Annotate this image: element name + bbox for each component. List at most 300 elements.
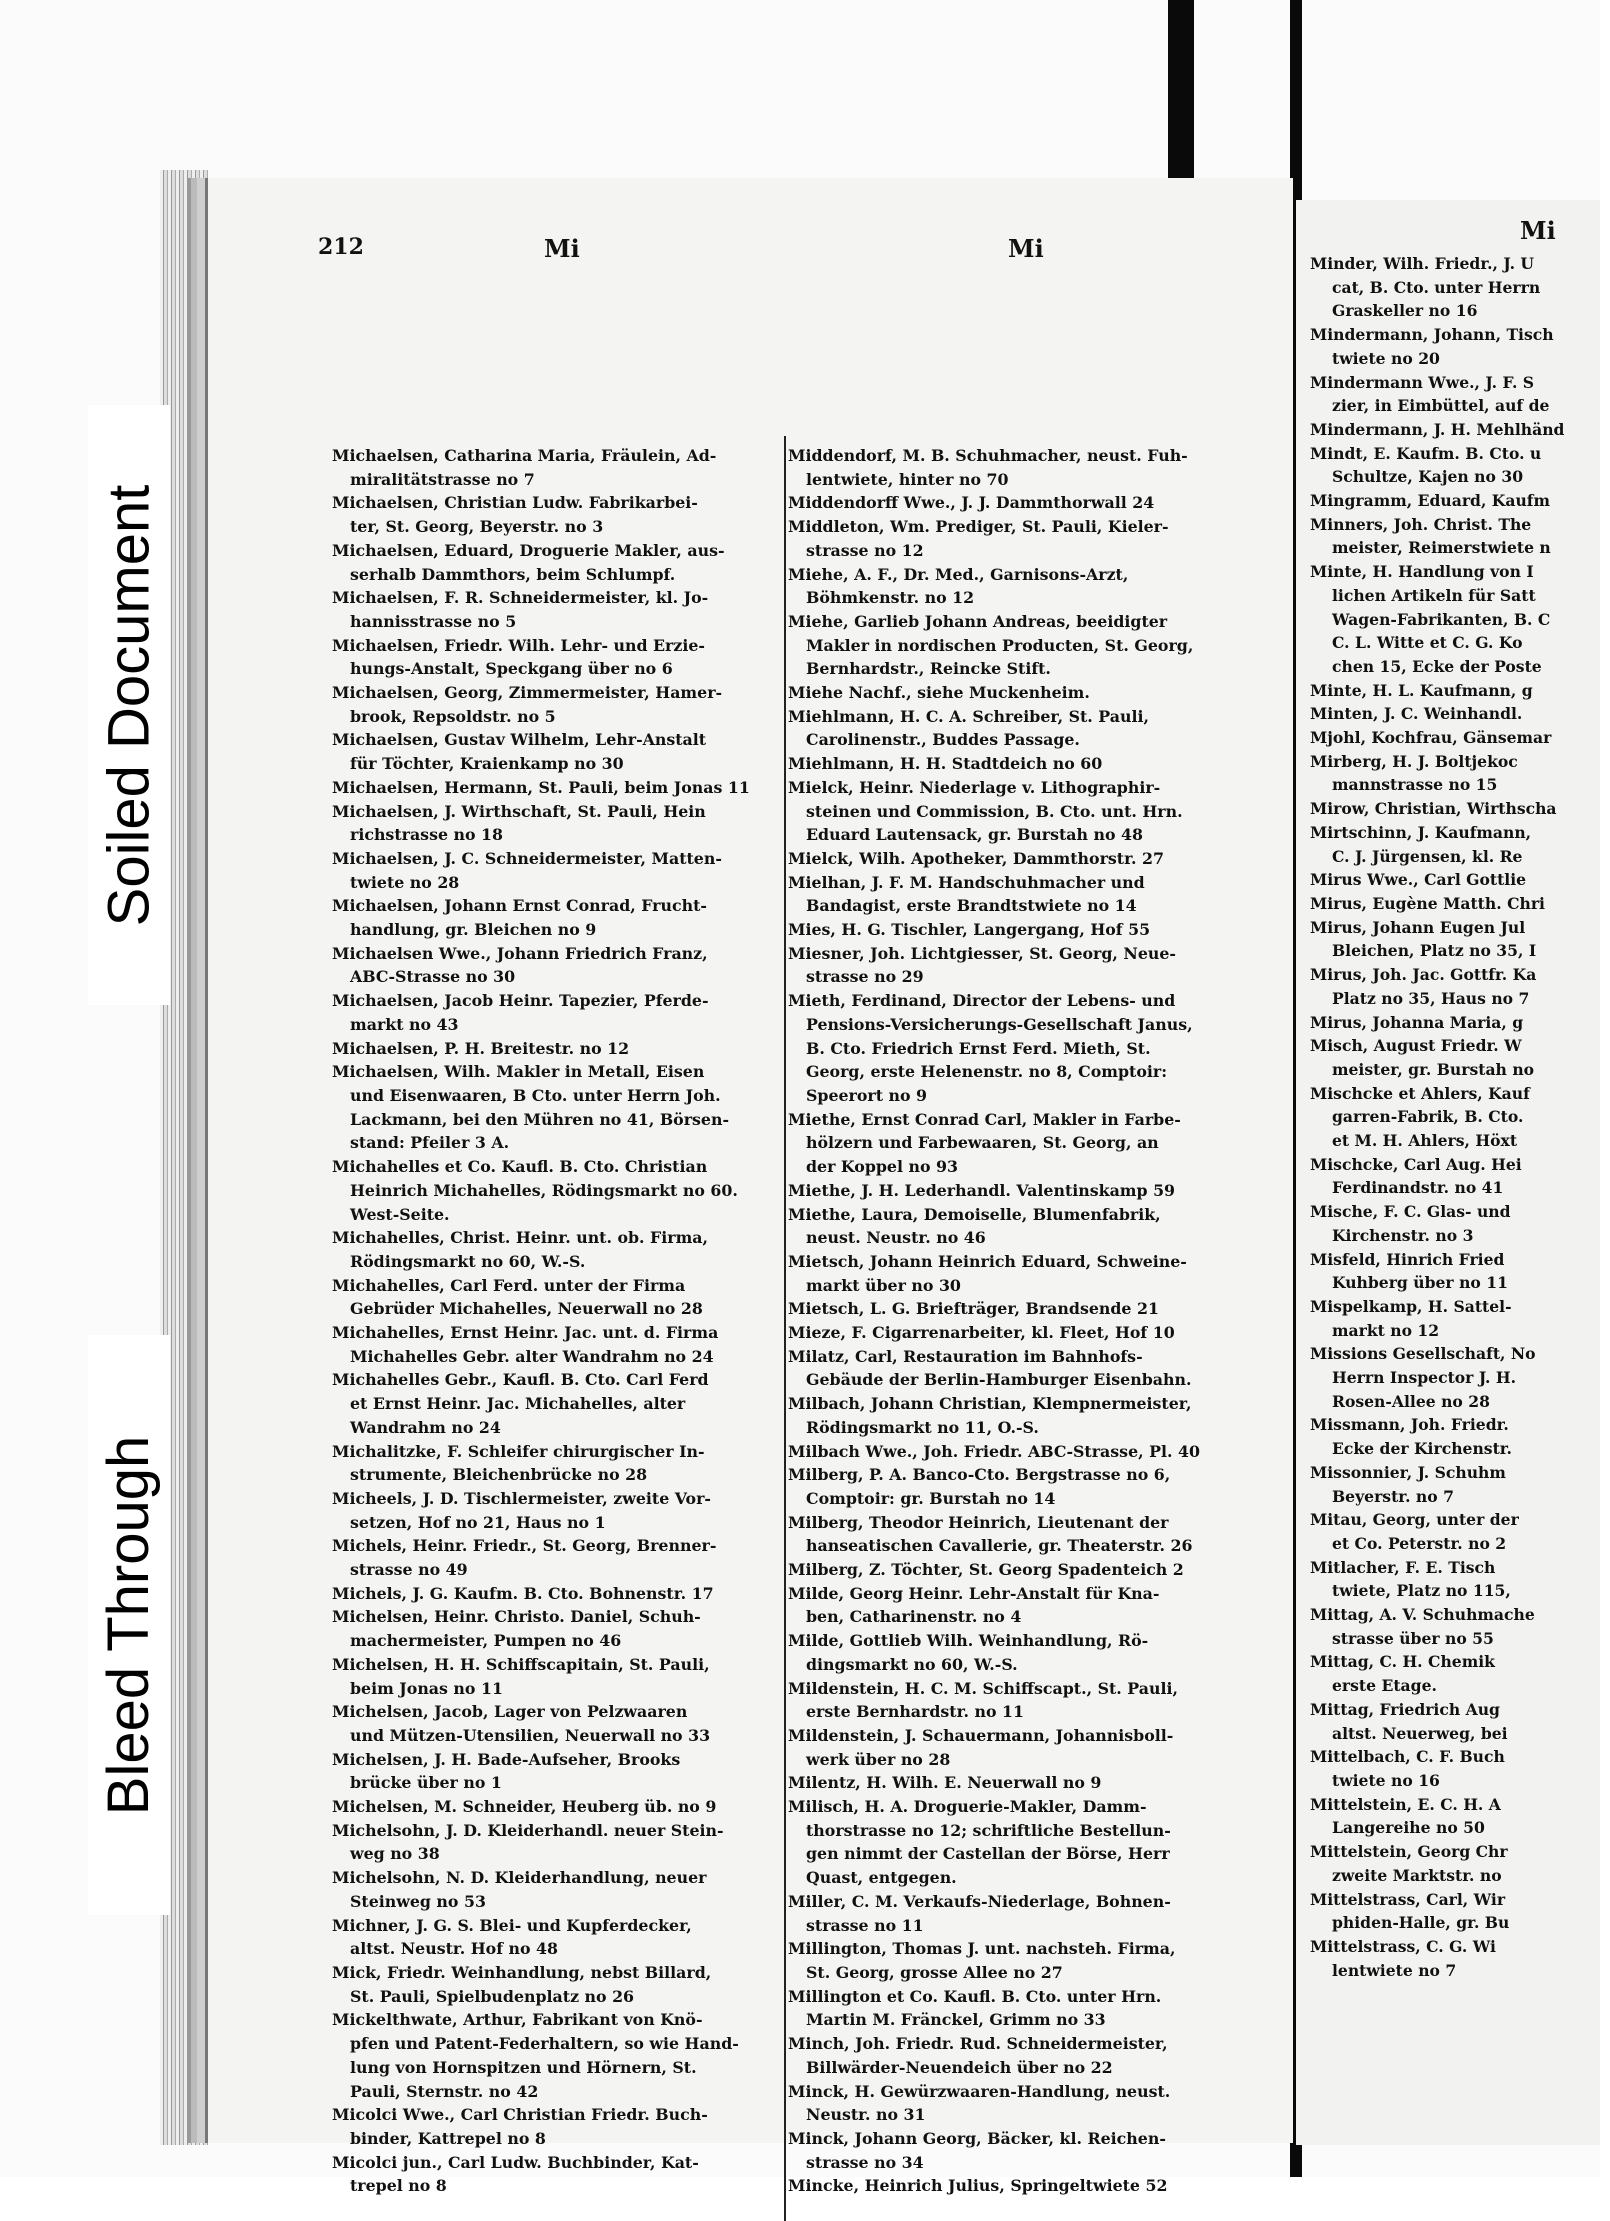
directory-entry (788, 918, 1247, 942)
entry-line: Michaelsen, Eduard, Droguerie Makler, aus- (332, 540, 725, 560)
bleed-through-label (88, 1335, 170, 1915)
entry-line: Bleichen, Platz no 35, I (1332, 941, 1537, 961)
entry-line: Misfeld, Hinrich Fried (1310, 1249, 1505, 1269)
directory-entry (788, 681, 1247, 705)
entry-line: Missmann, Joh. Friedr. (1310, 1415, 1509, 1435)
directory-entry (332, 776, 784, 800)
entry-line: lichen Artikeln für Satt (1332, 585, 1536, 605)
entry-line: Kuhberg über no 11 (1332, 1273, 1508, 1293)
entry-line: Mittelstrass, Carl, Wir (1310, 1889, 1506, 1909)
entry-line: Middendorff Wwe., J. J. Dammthorwall 24 (788, 493, 1155, 513)
entry-line: et Co. Peterstr. no 2 (1332, 1533, 1507, 1553)
entry-line: Minten, J. C. Weinhandl. (1310, 704, 1523, 724)
entry-line: gen nimmt der Castellan der Börse, Herr (806, 1844, 1170, 1864)
entry-line: Herrn Inspector J. H. (1332, 1368, 1517, 1388)
directory-entry (788, 871, 1247, 918)
directory-entry (332, 586, 784, 633)
entry-line: Ferdinandstr. no 41 (1332, 1178, 1504, 1198)
entry-line: Millington et Co. Kaufl. B. Cto. unter Hrn. (788, 1986, 1162, 2006)
directory-entry (788, 1724, 1247, 1771)
entry-line: Milentz, H. Wilh. E. Neuerwall no 9 (788, 1773, 1102, 1793)
entry-line: Michelsen, H. H. Schiffscapitain, St. Pauli, (332, 1654, 710, 1674)
directory-entry (788, 2032, 1247, 2079)
entry-line: Böhmkenstr. no 12 (806, 588, 975, 608)
directory-entry (788, 491, 1247, 515)
entry-line: Platz no 35, Haus no 7 (1332, 988, 1530, 1008)
directory-entry (332, 1819, 784, 1866)
directory-column-right (1310, 252, 1610, 1982)
entry-line: Michelsohn, J. D. Kleiderhandl. neuer Stein- (332, 1820, 724, 1840)
entry-line: Mieth, Ferdinand, Director der Lebens- und (788, 991, 1176, 1011)
entry-line: St. Georg, grosse Allee no 27 (806, 1963, 1063, 1982)
entry-line: Michner, J. G. S. Blei- und Kupferdecker, (332, 1915, 692, 1935)
entry-line: Gebrüder Michahelles, Neuerwall no 28 (350, 1299, 703, 1319)
entry-line: Mielhan, J. F. M. Handschuhmacher und (788, 872, 1145, 892)
entry-line: et M. H. Ahlers, Höxt (1332, 1131, 1518, 1151)
entry-line: Miehlmann, H. C. A. Schreiber, St. Pauli, (788, 706, 1149, 726)
entry-line: Minch, Joh. Friedr. Rud. Schneidermeister, (788, 2034, 1168, 2054)
entry-line: Mirus, Eugène Matth. Chri (1310, 893, 1545, 913)
entry-line: Mietsch, L. G. Briefträger, Brandsende 21 (788, 1299, 1159, 1319)
entry-line: Michelsen, M. Schneider, Heuberg üb. no 9 (332, 1797, 717, 1817)
entry-line: Mitlacher, F. E. Tisch (1310, 1557, 1496, 1577)
entry-line: Michelsen, Jacob, Lager von Pelzwaaren (332, 1702, 688, 1722)
entry-line: Millington, Thomas J. unt. nachsteh. Firma, (788, 1939, 1176, 1959)
entry-line: Michels, J. G. Kaufm. B. Cto. Bohnenstr. 17 (332, 1583, 714, 1603)
entry-line: werk über no 28 (806, 1749, 951, 1769)
directory-entry (788, 1890, 1247, 1937)
entry-line: altst. Neuerweg, bei (1332, 1723, 1508, 1743)
entry-line: Miethe, Laura, Demoiselle, Blumenfabrik, (788, 1204, 1161, 1224)
directory-entry (788, 1297, 1247, 1321)
entry-line: Minder, Wilh. Friedr., J. U (1310, 254, 1535, 273)
directory-column-left (332, 444, 784, 2198)
entry-line: Bernhardstr., Reincke Stift. (806, 659, 1051, 679)
directory-entry (332, 2151, 784, 2198)
entry-line: Mingramm, Eduard, Kaufm (1310, 491, 1551, 511)
soiled-document-text: Soiled Document (96, 484, 162, 926)
entry-line: Mischcke et Ahlers, Kauf (1310, 1083, 1530, 1103)
entry-line: Rosen-Allee no 28 (1332, 1391, 1490, 1411)
entry-line: Milde, Gottlieb Wilh. Weinhandlung, Rö- (788, 1631, 1149, 1651)
entry-line: strumente, Bleichenbrücke no 28 (350, 1465, 648, 1485)
directory-entry (332, 1155, 784, 1226)
entry-line: Mirberg, H. J. Boltjekoc (1310, 751, 1518, 771)
entry-line: Schultze, Kajen no 30 (1332, 467, 1524, 487)
entry-line: thorstrasse no 12; schriftliche Bestellun- (806, 1820, 1171, 1840)
entry-line: Graskeller no 16 (1332, 301, 1478, 321)
entry-line: Mische, F. C. Glas- und (1310, 1202, 1511, 1222)
directory-entry (788, 1108, 1247, 1179)
entry-line: Wandrahm no 24 (350, 1417, 501, 1437)
entry-line: Michels, Heinr. Friedr., St. Georg, Brenner- (332, 1536, 717, 1556)
entry-line: Heinrich Michahelles, Rödingsmarkt no 60. (350, 1180, 738, 1200)
directory-entry (788, 989, 1247, 1108)
entry-line: markt über no 30 (806, 1275, 961, 1295)
entry-line: Michaelsen, J. C. Schneidermeister, Matten- (332, 848, 722, 868)
directory-entry (332, 1914, 784, 1961)
directory-entry (788, 1677, 1247, 1724)
directory-entry (788, 1771, 1247, 1795)
directory-entry (788, 444, 1247, 491)
entry-line: C. J. Jürgensen, kl. Re (1332, 846, 1523, 866)
entry-line: Milbach, Johann Christian, Klempnermeister, (788, 1394, 1192, 1414)
directory-entry (788, 1250, 1247, 1297)
entry-line: ter, St. Georg, Beyerstr. no 3 (350, 517, 604, 537)
entry-line: Mispelkamp, H. Sattel- (1310, 1296, 1512, 1316)
directory-entry (788, 705, 1247, 752)
entry-line: Makler in nordischen Producten, St. Georg, (806, 635, 1194, 655)
entry-line: Mickelthwate, Arthur, Fabrikant von Knö- (332, 2010, 703, 2030)
directory-entry (788, 1179, 1247, 1203)
entry-line: Milde, Georg Heinr. Lehr-Anstalt für Kna- (788, 1583, 1160, 1603)
entry-line: Gebäude der Berlin-Hamburger Eisenbahn. (806, 1370, 1192, 1390)
bleed-through-text: Bleed Through (96, 1435, 162, 1815)
entry-line: garren-Fabrik, B. Cto. (1332, 1107, 1524, 1127)
directory-entry (332, 847, 784, 894)
entry-line: B. Cto. Friedrich Ernst Ferd. Mieth, St. (806, 1038, 1151, 1058)
entry-line: strasse no 34 (806, 2152, 924, 2172)
entry-line: Ecke der Kirchenstr. (1332, 1439, 1512, 1459)
top-dark-band (1168, 0, 1194, 200)
directory-entry (788, 1440, 1247, 1464)
entry-line: Milberg, P. A. Banco-Cto. Bergstrasse no 6, (788, 1465, 1171, 1485)
directory-entry (332, 444, 784, 491)
directory-entry (788, 1795, 1247, 1890)
directory-entry (332, 894, 784, 941)
entry-line: handlung, gr. Bleichen no 9 (350, 920, 597, 940)
entry-line: steinen und Commission, B. Cto. unt. Hrn. (806, 801, 1183, 821)
entry-line: et Ernst Heinr. Jac. Michahelles, alter (350, 1394, 686, 1414)
entry-line: Mitau, Georg, unter der (1310, 1510, 1519, 1530)
entry-line: Langereihe no 50 (1332, 1818, 1485, 1838)
entry-line: Miller, C. M. Verkaufs-Niederlage, Bohnen- (788, 1891, 1171, 1911)
entry-line: Mietsch, Johann Heinrich Eduard, Schweine- (788, 1251, 1187, 1271)
entry-line: erste Bernhardstr. no 11 (806, 1702, 1024, 1722)
entry-line: serhalb Dammthors, beim Schlumpf. (350, 564, 676, 584)
entry-line: miralitätstrasse no 7 (350, 469, 535, 489)
entry-line: Mielck, Wilh. Apotheker, Dammthorstr. 27 (788, 848, 1164, 868)
entry-line: Michahelles Gebr., Kaufl. B. Cto. Carl Ferd (332, 1370, 709, 1390)
directory-entry (788, 1203, 1247, 1250)
entry-line: cat, B. Cto. unter Herrn (1332, 277, 1541, 297)
directory-entry (788, 1629, 1247, 1676)
directory-entry (788, 1985, 1247, 2032)
entry-line: richstrasse no 18 (350, 825, 504, 845)
entry-line: strasse no 12 (806, 540, 924, 560)
entry-line: strasse no 29 (806, 967, 924, 987)
entry-line: twiete no 20 (1332, 348, 1440, 368)
header-center: Mi (1008, 234, 1044, 263)
entry-line: Beyerstr. no 7 (1332, 1486, 1454, 1506)
entry-line: Lackmann, bei den Mühren no 41, Börsen- (350, 1109, 730, 1129)
directory-entry (332, 942, 784, 989)
entry-line: Michaelsen, Johann Ernst Conrad, Frucht- (332, 896, 707, 916)
entry-line: zier, in Eimbüttel, auf de (1332, 396, 1550, 416)
entry-line: Mischcke, Carl Aug. Hei (1310, 1154, 1522, 1174)
entry-line: West-Seite. (350, 1204, 450, 1224)
header-right: Mi (1520, 216, 1556, 245)
entry-line: Mies, H. G. Tischler, Langergang, Hof 55 (788, 920, 1151, 940)
entry-line: Michaelsen, Hermann, St. Pauli, beim Jonas 11 (332, 777, 750, 797)
entry-line: ABC-Strasse no 30 (350, 967, 516, 987)
entry-line: Billwärder-Neuendeich über no 22 (806, 2057, 1113, 2077)
directory-entry (788, 1558, 1247, 1582)
entry-line: Mirus, Johanna Maria, g (1310, 1012, 1524, 1032)
directory-entry (788, 942, 1247, 989)
directory-entry (332, 1534, 784, 1581)
directory-entry (788, 1345, 1247, 1392)
directory-entry (788, 515, 1247, 562)
directory-entry (788, 1321, 1247, 1345)
entry-line: Mittelstein, Georg Chr (1310, 1842, 1508, 1862)
directory-entry (332, 1440, 784, 1487)
entry-line: Mirus, Joh. Jac. Gottfr. Ka (1310, 965, 1537, 985)
entry-line: zweite Marktstr. no (1332, 1865, 1502, 1885)
entry-line: Miehe, Garlieb Johann Andreas, beeidigter (788, 611, 1168, 631)
entry-line: Mindermann, Johann, Tisch (1310, 325, 1554, 345)
entry-line: Miesner, Joh. Lichtgiesser, St. Georg, Neue- (788, 943, 1176, 963)
entry-line: Rödingsmarkt no 11, O.-S. (806, 1417, 1039, 1437)
directory-entry (332, 800, 784, 847)
entry-line: Minck, Johann Georg, Bäcker, kl. Reichen- (788, 2128, 1166, 2148)
entry-line: Mittag, A. V. Schuhmache (1310, 1605, 1535, 1625)
entry-line: erste Etage. (1332, 1676, 1437, 1696)
entry-line: Mindermann, J. H. Mehlhänd (1310, 419, 1565, 439)
entry-line: Michahelles, Christ. Heinr. unt. ob. Firma, (332, 1228, 709, 1248)
entry-line: Missonnier, J. Schuhm (1310, 1462, 1506, 1482)
entry-line: Michaelsen, Friedr. Wilh. Lehr- und Erzie- (332, 635, 705, 655)
entry-line: Martin M. Fränckel, Grimm no 33 (806, 2010, 1106, 2030)
entry-line: Wagen-Fabrikanten, B. C (1332, 609, 1551, 629)
entry-line: Georg, erste Helenenstr. no 8, Comptoir: (806, 1062, 1168, 1082)
entry-line: twiete, Platz no 115, (1332, 1581, 1511, 1601)
directory-entry (788, 1463, 1247, 1510)
entry-line: lung von Hornspitzen und Hörnern, St. (350, 2057, 697, 2077)
directory-entry (332, 989, 784, 1036)
entry-line: Micolci jun., Carl Ludw. Buchbinder, Kat- (332, 2152, 699, 2172)
directory-entry (788, 610, 1247, 681)
entry-line: Mirus Wwe., Carl Gottlie (1310, 870, 1527, 890)
entry-line: Kirchenstr. no 3 (1332, 1225, 1474, 1245)
entry-line: Micolci Wwe., Carl Christian Friedr. Buch- (332, 2105, 708, 2125)
entry-line: Michahelles et Co. Kaufl. B. Cto. Christian (332, 1157, 708, 1177)
entry-line: Mittag, Friedrich Aug (1310, 1699, 1500, 1719)
directory-entry (332, 1060, 784, 1155)
entry-line: Misch, August Friedr. W (1310, 1036, 1522, 1056)
entry-line: Michaelsen, Gustav Wilhelm, Lehr-Anstalt (332, 730, 707, 750)
directory-entry (788, 2174, 1247, 2198)
entry-line: dingsmarkt no 60, W.-S. (806, 1654, 1018, 1674)
directory-entry (332, 2103, 784, 2150)
entry-line: Minte, H. Handlung von I (1310, 562, 1534, 582)
left-page (205, 178, 1293, 2196)
entry-line: Rödingsmarkt no 60, W.-S. (350, 1251, 586, 1271)
entry-line: Neustr. no 31 (806, 2105, 926, 2125)
entry-line: Miehe Nachf., siehe Muckenheim. (788, 683, 1090, 703)
entry-line: twiete no 16 (1332, 1771, 1440, 1790)
entry-line: Mick, Friedr. Weinhandlung, nebst Billard, (332, 1963, 712, 1982)
entry-line: Michaelsen, Jacob Heinr. Tapezier, Pferde- (332, 991, 709, 1011)
directory-entry (332, 1037, 784, 1061)
column-rule (784, 436, 786, 2221)
entry-line: Mirow, Christian, Wirthscha (1310, 799, 1557, 819)
entry-line: Michaelsen, Georg, Zimmermeister, Hamer- (332, 683, 723, 703)
entry-line: Mittag, C. H. Chemik (1310, 1652, 1495, 1672)
entry-line: Minck, H. Gewürzwaaren-Handlung, neust. (788, 2081, 1171, 2101)
entry-line: Milatz, Carl, Restauration im Bahnhofs- (788, 1346, 1143, 1366)
directory-entry (788, 847, 1247, 871)
entry-line: Michaelsen, Catharina Maria, Fräulein, Ad- (332, 446, 717, 465)
directory-entry (332, 539, 784, 586)
entry-line: Bandagist, erste Brandtstwiete no 14 (806, 896, 1137, 916)
directory-entry (332, 2008, 784, 2103)
directory-entry (332, 728, 784, 775)
entry-line: ben, Catharinenstr. no 4 (806, 1607, 1022, 1627)
directory-entry (788, 2127, 1247, 2174)
entry-line: C. L. Witte et C. G. Ko (1332, 633, 1523, 653)
entry-line: altst. Neustr. Hof no 48 (350, 1939, 559, 1959)
directory-entry (788, 1511, 1247, 1558)
entry-line: Michelsen, J. H. Bade-Aufseher, Brooks (332, 1749, 681, 1769)
entry-line: machermeister, Pumpen no 46 (350, 1631, 622, 1651)
directory-entry (332, 1866, 784, 1913)
entry-line: Pensions-Versicherungs-Gesellschaft Janus, (806, 1014, 1193, 1034)
directory-entry (332, 1748, 784, 1795)
entry-line: Minte, H. L. Kaufmann, g (1310, 680, 1533, 700)
entry-line: Eduard Lautensack, gr. Burstah no 48 (806, 825, 1144, 845)
entry-line: Milisch, H. A. Droguerie-Makler, Damm- (788, 1797, 1147, 1817)
entry-line: St. Pauli, Spielbudenplatz no 26 (350, 1986, 635, 2006)
entry-line: Milbach Wwe., Joh. Friedr. ABC-Strasse, Pl. 40 (788, 1441, 1200, 1461)
entry-line: markt no 12 (1332, 1320, 1440, 1340)
directory-entry (332, 1795, 784, 1819)
entry-line: brook, Repsoldstr. no 5 (350, 706, 556, 726)
header-left: Mi (544, 234, 580, 263)
entry-line: Mielck, Heinr. Niederlage v. Lithographir- (788, 777, 1161, 797)
entry-line: lentwiete no 7 (1332, 1960, 1457, 1980)
soiled-document-label (88, 405, 170, 1005)
directory-entry (788, 752, 1247, 776)
right-page (1296, 200, 1600, 2145)
entry-line: Minners, Joh. Christ. The (1310, 514, 1532, 534)
directory-entry (332, 1274, 784, 1321)
entry-line: chen 15, Ecke der Poste (1332, 656, 1542, 676)
entry-line: meister, Reimerstwiete n (1332, 538, 1551, 558)
entry-line: Mjohl, Kochfrau, Gänsemar (1310, 728, 1552, 748)
entry-line: pfen und Patent-Federhaltern, so wie Hand- (350, 2034, 739, 2054)
entry-line: strasse no 49 (350, 1560, 468, 1580)
entry-line: Mittelstrass, C. G. Wi (1310, 1936, 1496, 1956)
entry-line: Middendorf, M. B. Schuhmacher, neust. Fuh- (788, 446, 1188, 465)
entry-line: mannstrasse no 15 (1332, 775, 1498, 795)
entry-line: neust. Neustr. no 46 (806, 1228, 986, 1248)
entry-line: Michahelles, Ernst Heinr. Jac. unt. d. Firma (332, 1323, 719, 1343)
entry-line: Michaelsen, Christian Ludw. Fabrikarbei- (332, 493, 698, 513)
directory-entry (332, 681, 784, 728)
entry-line: lentwiete, hinter no 70 (806, 469, 1009, 489)
entry-line: binder, Kattrepel no 8 (350, 2128, 546, 2148)
directory-entry (788, 2080, 1247, 2127)
entry-line: setzen, Hof no 21, Haus no 1 (350, 1512, 606, 1532)
entry-line: für Töchter, Kraienkamp no 30 (350, 754, 624, 774)
directory-entry (332, 1961, 784, 2008)
entry-line: Michelsohn, N. D. Kleiderhandlung, neuer (332, 1868, 707, 1888)
entry-line: Mindermann Wwe., J. F. S (1310, 372, 1535, 392)
entry-line: Mirus, Johann Eugen Jul (1310, 917, 1526, 937)
page-number: 212 (318, 234, 364, 260)
directory-entry (788, 1582, 1247, 1629)
entry-line: Michaelsen, P. H. Breitestr. no 12 (332, 1038, 630, 1058)
entry-line: Miehe, A. F., Dr. Med., Garnisons-Arzt, (788, 564, 1129, 584)
directory-entry (332, 634, 784, 681)
entry-line: Mittelstein, E. C. H. A (1310, 1794, 1501, 1814)
entry-line: Michaelsen, J. Wirthschaft, St. Pauli, Hein (332, 801, 706, 821)
entry-line: Miethe, Ernst Conrad Carl, Makler in Farbe- (788, 1109, 1181, 1129)
directory-entry (788, 563, 1247, 610)
directory-entry (332, 1653, 784, 1700)
directory-entry (788, 1937, 1247, 1984)
entry-line: hanseatischen Cavallerie, gr. Theaterstr. 26 (806, 1536, 1193, 1556)
entry-line: Steinweg no 53 (350, 1891, 486, 1911)
directory-entry (332, 491, 784, 538)
entry-line: phiden-Halle, gr. Bu (1332, 1913, 1510, 1933)
entry-line: Mittelbach, C. F. Buch (1310, 1747, 1505, 1767)
entry-line: brücke über no 1 (350, 1773, 502, 1793)
entry-line: Mindt, E. Kaufm. B. Cto. u (1310, 443, 1542, 463)
entry-line: Michalitzke, F. Schleifer chirurgischer In- (332, 1441, 705, 1461)
directory-entry (332, 1582, 784, 1606)
entry-line: Milberg, Z. Töchter, St. Georg Spadenteich 2 (788, 1560, 1184, 1580)
entry-line: Michahelles, Carl Ferd. unter der Firma (332, 1275, 686, 1295)
entry-line: beim Jonas no 11 (350, 1678, 503, 1698)
entry-line: twiete no 28 (350, 872, 460, 892)
entry-line: stand: Pfeiler 3 A. (350, 1133, 510, 1153)
entry-line: Pauli, Sternstr. no 42 (350, 2081, 539, 2101)
entry-line: meister, gr. Burstah no (1332, 1059, 1535, 1079)
directory-column-middle (788, 444, 1247, 2198)
directory-entry (332, 1487, 784, 1534)
entry-line: Mildenstein, J. Schauermann, Johannisboll- (788, 1725, 1174, 1745)
entry-line: Micheels, J. D. Tischlermeister, zweite Vor- (332, 1488, 711, 1508)
entry-line: Michaelsen Wwe., Johann Friedrich Franz, (332, 943, 708, 963)
entry-line: Missions Gesellschaft, No (1310, 1344, 1536, 1364)
entry-line: weg no 38 (350, 1844, 440, 1864)
entry-line: hölzern und Farbewaaren, St. Georg, an (806, 1133, 1159, 1153)
entry-line: Michelsen, Heinr. Christo. Daniel, Schuh- (332, 1607, 701, 1627)
directory-entry (332, 1226, 784, 1273)
entry-line: Mildenstein, H. C. M. Schiffscapt., St. Pauli, (788, 1678, 1178, 1698)
entry-line: Carolinenstr., Buddes Passage. (806, 730, 1080, 750)
entry-line: trepel no 8 (350, 2176, 447, 2196)
entry-line: Milberg, Theodor Heinrich, Lieutenant der (788, 1512, 1169, 1532)
entry-line: Miehlmann, H. H. Stadtdeich no 60 (788, 754, 1103, 774)
entry-line: der Koppel no 93 (806, 1157, 958, 1177)
entry-line: Mincke, Heinrich Julius, Springeltwiete 52 (788, 2176, 1168, 2196)
entry-line: Michaelsen, Wilh. Makler in Metall, Eisen (332, 1062, 705, 1082)
entry-line: Middleton, Wm. Prediger, St. Pauli, Kieler- (788, 517, 1169, 537)
directory-entry (332, 1700, 784, 1747)
entry-line: Miethe, J. H. Lederhandl. Valentinskamp 59 (788, 1180, 1176, 1200)
directory-entry (788, 1392, 1247, 1439)
entry-line: markt no 43 (350, 1014, 459, 1034)
entry-line: und Mützen-Utensilien, Neuerwall no 33 (350, 1725, 711, 1745)
entry-line: Mieze, F. Cigarrenarbeiter, kl. Fleet, Hof 10 (788, 1323, 1175, 1343)
entry-line: und Eisenwaaren, B Cto. unter Herrn Joh. (350, 1085, 721, 1105)
entry-line: strasse no 11 (806, 1915, 924, 1935)
entry-line: Speerort no 9 (806, 1085, 928, 1105)
entry-line: Comptoir: gr. Burstah no 14 (806, 1488, 1056, 1508)
